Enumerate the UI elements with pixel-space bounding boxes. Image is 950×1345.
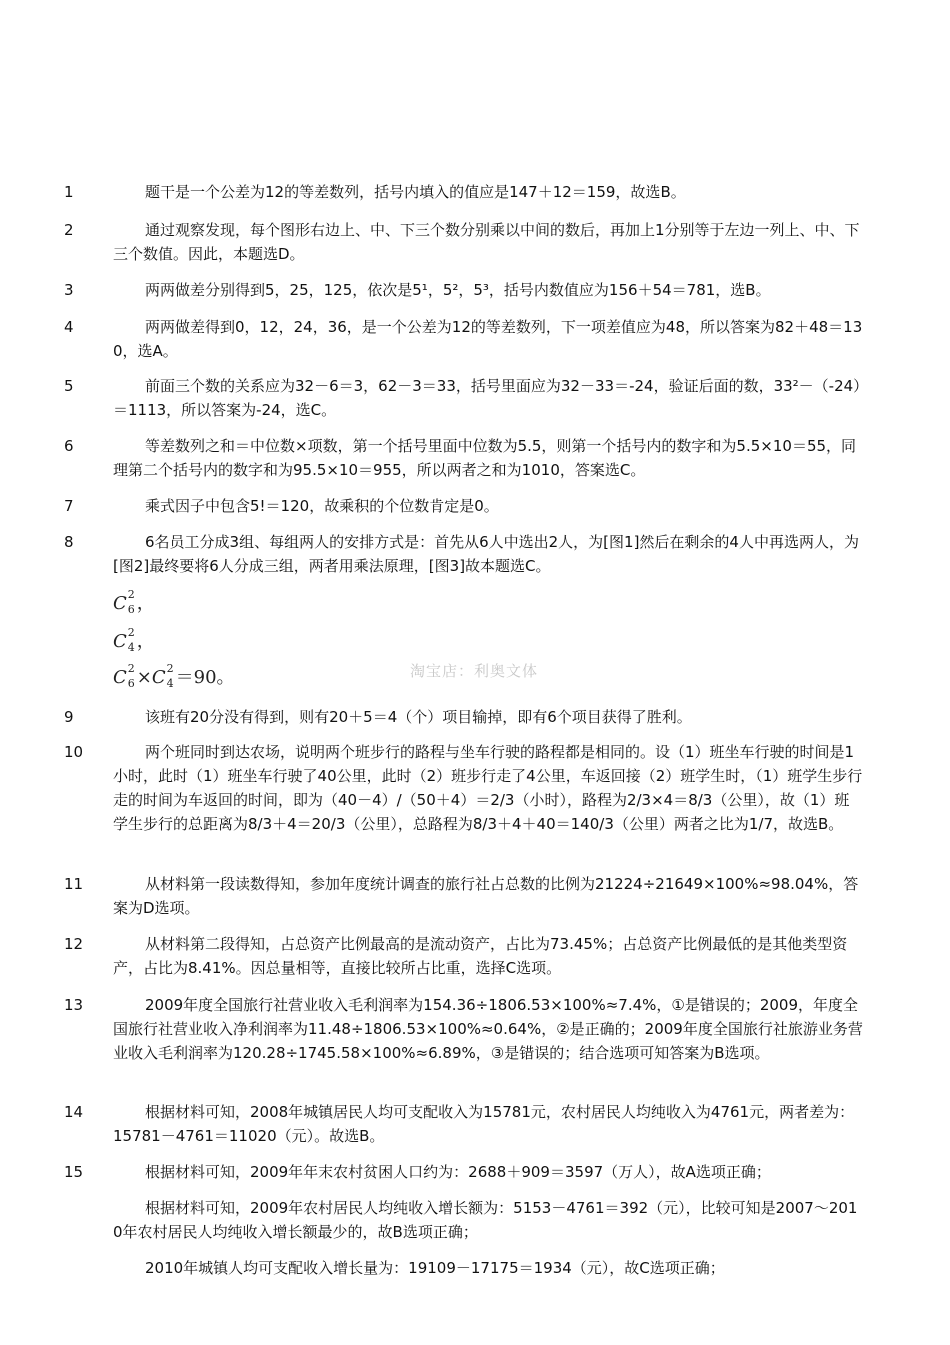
formula-letter: C — [113, 667, 127, 688]
formula-tail: ， — [136, 593, 155, 614]
formula-letter: C — [151, 667, 166, 688]
formula-sup: 2 — [127, 588, 135, 601]
formula-sub: 6 — [127, 677, 135, 690]
item-number: 7 — [64, 497, 74, 515]
formula-sub: 4 — [166, 677, 174, 690]
formula-c42 — [113, 626, 155, 654]
formula-tail: ， — [136, 631, 155, 652]
item-text: 从材料第一段读数得知，参加年度统计调查的旅行社占总数的比例为21224÷21649×100%≈98.04%，答案为D选项。 — [113, 875, 859, 917]
item-text: 从材料第二段得知，占总资产比例最高的是流动资产，占比为73.45%；占总资产比例最低的是其他类型资产，占比为8.41%。因总量相等，直接比较所占比重，选择C选项。 — [113, 935, 848, 977]
formula-sup: 2 — [127, 662, 135, 675]
formula-sub: 4 — [127, 641, 135, 654]
formula-product — [113, 662, 235, 690]
item-text: 2010年城镇人均可支配收入增长量为：19109－17175＝1934（元），故C选项正确； — [145, 1259, 725, 1277]
item-text: 6名员工分成3组、每组两人的安排方式是：首先从6人中选出2人，为[图1]然后在剩余的4人中再选两人，为[图2]最终要将6人分成三组，两者用乘法原理，[图3]故本题选C。 — [113, 533, 859, 575]
item-number: 6 — [64, 437, 74, 455]
item-text: 两两做差分别得到5，25，125，依次是5¹，5²，5³，括号内数值应为156＋54＝781，选B。 — [145, 281, 771, 299]
formula-letter: C — [113, 593, 127, 614]
formula-sub: 6 — [127, 603, 135, 616]
item-number: 13 — [64, 996, 84, 1014]
item-number: 11 — [64, 875, 84, 893]
item-number: 3 — [64, 281, 74, 299]
item-text: 2009年度全国旅行社营业收入毛利润率为154.36÷1806.53×100%≈7.4%，①是错误的；2009，年度全国旅行社营业收入净利润率为11.48÷1806.53×100%≈0.64%，②是正确的；2009年度全国旅行社旅游业务营业收入毛利润率为120.28÷1745.58×100%≈6.89%，③是错误的；结合选项可知答案为B选项。 — [113, 996, 863, 1062]
item-text: 等差数列之和＝中位数×项数，第一个括号里面中位数为5.5，则第一个括号内的数字和为5.5×10＝55，同理第二个括号内的数字和为95.5×10＝955，所以两者之和为1010，答案选C。 — [113, 437, 857, 479]
item-number: 12 — [64, 935, 84, 953]
item-number: 10 — [64, 743, 84, 761]
item-number: 15 — [64, 1163, 84, 1181]
watermark: 淘宝店：利奥文体 — [410, 662, 539, 680]
item-text: 前面三个数的关系应为32－6＝3，62－3＝33，括号里面应为32－33＝-24，验证后面的数，33²－（-24）＝1113，所以答案为-24，选C。 — [113, 377, 861, 419]
item-text: 题干是一个公差为12的等差数列，括号内填入的值应是147＋12＝159，故选B。 — [145, 183, 686, 201]
item-number: 9 — [64, 708, 74, 726]
item-text: 乘式因子中包含5!＝120，故乘积的个位数肯定是0。 — [145, 497, 499, 515]
item-number: 2 — [64, 221, 74, 239]
item-text: 该班有20分没有得到，则有20＋5＝4（个）项目输掉，即有6个项目获得了胜利。 — [145, 708, 692, 726]
item-text: 通过观察发现，每个图形右边上、中、下三个数分别乘以中间的数后，再加上1分别等于左边一列上、中、下三个数值。因此，本题选D。 — [113, 221, 860, 263]
item-number: 1 — [64, 183, 74, 201]
item-text: 根据材料可知，2009年年末农村贫困人口约为：2688＋909＝3597（万人），故A选项正确； — [145, 1163, 771, 1181]
formula-tail: ＝90。 — [175, 667, 235, 688]
item-number: 14 — [64, 1103, 84, 1121]
item-text: 根据材料可知，2009年农村居民人均纯收入增长额为：5153－4761＝392（元），比较可知是2007～2010年农村居民人均纯收入增长额最少的，故B选项正确； — [113, 1199, 858, 1241]
formula-letter: C — [113, 631, 127, 652]
item-number: 4 — [64, 318, 74, 336]
item-text: 两两做差得到0，12，24，36，是一个公差为12的等差数列，下一项差值应为48，所以答案为82＋48＝130，选A。 — [113, 318, 863, 360]
formula-c62 — [113, 588, 155, 616]
item-number: 8 — [64, 533, 74, 551]
item-text: 根据材料可知，2008年城镇居民人均可支配收入为15781元，农村居民人均纯收入为4761元，两者差为：15781－4761＝11020（元）。故选B。 — [113, 1103, 855, 1145]
formula-sup: 2 — [127, 626, 135, 639]
formula-sup: 2 — [166, 662, 174, 675]
formula-operator: × — [136, 667, 152, 688]
item-text: 两个班同时到达农场，说明两个班步行的路程与坐车行驶的路程都是相同的。设（1）班坐车行驶的时间是1小时，此时（1）班坐车行驶了40公里，此时（2）班步行走了4公里，车返回接（2）班学生时，（1）班学生步行走的时间为车返回的时间，即为（40－4）/（50＋4）＝2/3（小时），路程为2/3×4＝8/3（公里），故（1）班学生步行的总距离为8/3＋4＝20/3（公里），总路程为8/3＋4＋40＝140/3（公里）两者之比为1/7，故选B。 — [113, 743, 863, 833]
item-number: 5 — [64, 377, 74, 395]
